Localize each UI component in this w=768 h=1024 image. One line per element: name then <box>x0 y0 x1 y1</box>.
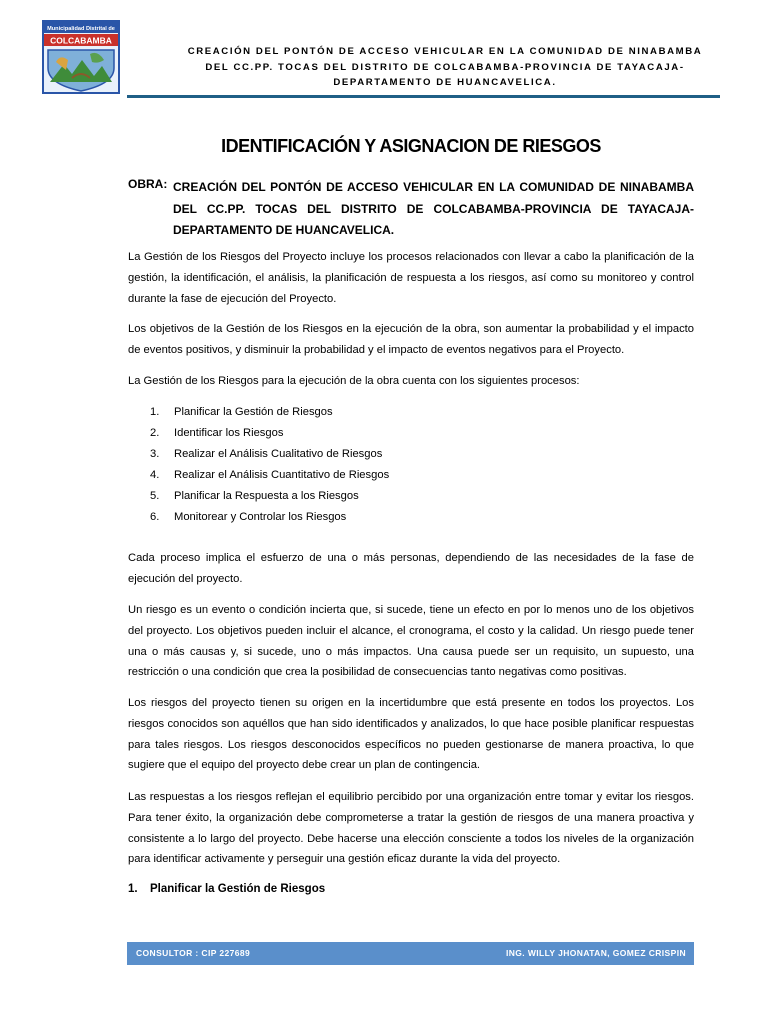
header-title-line: DEL CC.PP. TOCAS DEL DISTRITO DE COLCABAMBA-PROVINCIA DE TAYACAJA- <box>205 61 685 73</box>
logo-name: COLCABAMBA <box>50 35 112 46</box>
list-item-label: Planificar la Gestión de Riesgos <box>174 406 333 418</box>
obra-text: CREACIÓN DEL PONTÓN DE ACCESO VEHICULAR EN LA COMUNIDAD DE NINABAMBA DEL CC.PP. TOCAS DEL DISTRITO DE COLCABAMBA-PROVINCIA DE TAYACAJA-DEPARTAMENTO DE HUANCAVELICA. <box>173 180 694 237</box>
list-item <box>150 507 389 528</box>
list-item-label: Realizar el Análisis Cualitativo de Riesgos <box>174 447 383 460</box>
paragraph: Cada proceso implica el esfuerzo de una o más personas, dependiendo de las necesidades de la fase de ejecución del proyecto. <box>128 552 694 585</box>
header-divider <box>127 95 720 98</box>
paragraph: Las respuestas a los riesgos reflejan el equilibrio percibido por una organización entre tomar y evitar los riesgos. Para tener éxito, la organización debe comprometerse a tratar la gestión de riesgos de una manera proactiva y consistente a lo largo del proyecto. Debe hacerse una elección consciente a todos los niveles de la organización para identificar activamente y perseguir una gestión eficaz durante la vida del proyecto. <box>128 791 694 866</box>
paragraph: Un riesgo es un evento o condición incierta que, si sucede, tiene un efecto en por lo menos uno de los objetivos del proyecto. Los objetivos pueden incluir el alcance, el cronograma, el costo y la calidad. Un riesgo puede tener una o más causas y, si sucede, uno o más impactos. Una causa puede ser un requisito, un supuesto, una restricción o una condición que crea la posibilidad de consecuencias tanto negativas como positivas. <box>128 604 694 679</box>
list-item <box>150 486 389 507</box>
paragraph: La Gestión de los Riesgos del Proyecto incluye los procesos relacionados con llevar a cabo la planificación de la gestión, la identificación, el análisis, la planificación de respuesta a los riesgos, así como su monitoreo y control durante la fase de ejecución del Proyecto. <box>128 251 694 305</box>
obra-label: OBRA: <box>128 177 168 191</box>
list-item-label: Realizar el Análisis Cuantitativo de Riesgos <box>174 468 390 481</box>
page-title: IDENTIFICACIÓN Y ASIGNACION DE RIESGOS <box>221 136 601 156</box>
list-item-number: 3. <box>150 447 160 460</box>
logo-top-text: Municipalidad Distrital de <box>47 26 115 32</box>
paragraph: La Gestión de los Riesgos para la ejecución de la obra cuenta con los siguientes procesos: <box>128 375 580 387</box>
list-item <box>150 465 389 486</box>
list-item-label: Identificar los Riesgos <box>174 426 284 439</box>
list-item-number: 1. <box>150 406 160 418</box>
list-item-number: 6. <box>150 510 160 523</box>
municipality-logo <box>42 20 120 94</box>
footer-engineer: ING. WILLY JHONATAN, GOMEZ CRISPIN <box>506 948 686 958</box>
header-title-line: CREACIÓN DEL PONTÓN DE ACCESO VEHICULAR EN LA COMUNIDAD DE NINABAMBA <box>187 46 703 57</box>
process-list <box>150 402 389 527</box>
list-item-label: Planificar la Respuesta a los Riesgos <box>174 489 359 502</box>
section-heading <box>128 883 325 895</box>
list-item-number: 2. <box>150 426 160 439</box>
list-item <box>150 444 389 465</box>
list-item-label: Monitorear y Controlar los Riesgos <box>174 510 347 523</box>
list-item <box>150 402 389 423</box>
header-title <box>170 44 720 91</box>
section-number: 1. <box>128 883 138 895</box>
paragraph: Los riesgos del proyecto tienen su origen en la incertidumbre que está presente en todos los proyectos. Los riesgos conocidos son aquéllos que han sido identificados y analizados, lo que hace posible planificar respuestas para tales riesgos. Los riesgos desconocidos específicos no pueden gestionarse de manera proactiva, lo que sugiere que el equipo del proyecto debe crear un plan de contingencia. <box>128 697 694 772</box>
paragraph: Los objetivos de la Gestión de los Riesgos en la ejecución de la obra, son aumentar la probabilidad y el impacto de eventos positivos, y disminuir la probabilidad y el impacto de eventos negativos para el Proyecto. <box>128 323 694 356</box>
list-item-number: 5. <box>150 489 160 502</box>
section-title: Planificar la Gestión de Riesgos <box>150 883 326 895</box>
footer-consultant: CONSULTOR : CIP 227689 <box>136 948 251 958</box>
colcabamba-shield-icon <box>42 20 120 94</box>
list-item-number: 4. <box>150 468 160 481</box>
footer-bar <box>127 942 694 965</box>
header-title-line: DEPARTAMENTO DE HUANCAVELICA. <box>333 77 557 88</box>
list-item <box>150 423 389 444</box>
obra-block <box>128 177 694 242</box>
